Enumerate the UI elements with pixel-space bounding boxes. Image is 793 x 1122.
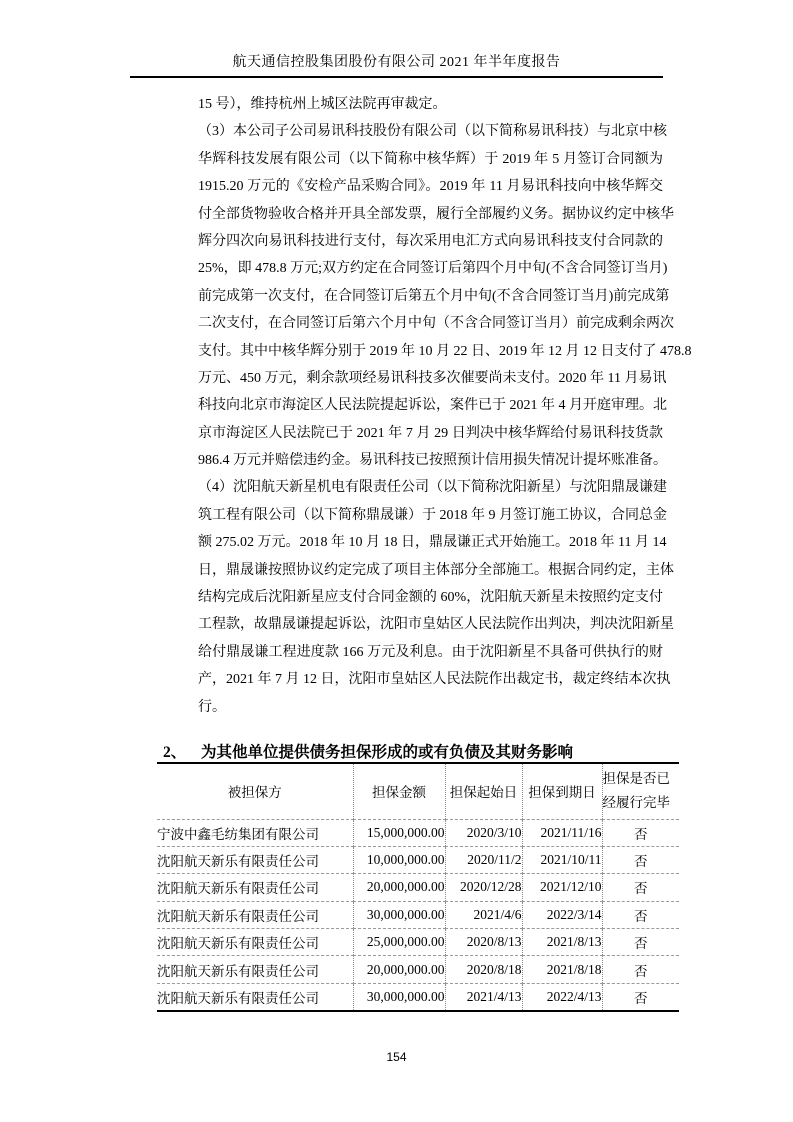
cell-start-date: 2020/8/18: [445, 956, 522, 983]
table-row: [157, 846, 679, 873]
section-heading: [163, 740, 573, 762]
cell-amount: 20,000,000.00: [353, 874, 445, 901]
cell-fulfilled: 否: [602, 929, 679, 956]
text-line: 辉分四次向易讯科技进行支付，每次采用电汇方式向易讯科技支付合同款的: [198, 233, 663, 249]
cell-amount: 30,000,000.00: [353, 901, 445, 928]
cell-guaranteed-party: 宁波中鑫毛纺集团有限公司: [157, 826, 319, 842]
text-line: 京市海淀区人民法院已于 2021 年 7 月 29 日判决中核华辉给付易讯科技货款: [198, 425, 663, 441]
cell-guaranteed-party: 沈阳航天新乐有限责任公司: [157, 963, 319, 979]
cell-start-date: 2021/4/6: [445, 901, 522, 928]
table-row: [157, 874, 679, 901]
text-line: 支付。其中中核华辉分别于 2019 年 10 月 22 日、2019 年 12 月 12 日支付了 478.8: [198, 343, 692, 359]
cell-fulfilled: 否: [602, 983, 679, 1010]
text-line: 二次支付，在合同签订后第六个月中旬（不含合同签订当月）前完成剩余两次: [198, 316, 674, 332]
text-line: 25%，即 478.8 万元;双方约定在合同签订后第四个月中旬(不含合同签订当月): [198, 261, 668, 277]
cell-end-date: 2022/4/13: [522, 983, 602, 1010]
text-line: 额 275.02 万元。2018 年 10 月 18 日，鼎晟谦正式开始施工。2018 年 11 月 14: [198, 535, 667, 551]
cell-fulfilled: 否: [602, 874, 679, 901]
page-number: 154: [386, 1050, 407, 1064]
table-header-row: [157, 763, 679, 819]
body-text: [198, 91, 692, 721]
text-line: 日，鼎晟谦按照协议约定完成了项目主体部分全部施工。根据合同约定，主体: [198, 562, 674, 578]
text-line: 前完成第一次支付，在合同签订后第五个月中旬(不含合同签订当月)前完成第: [198, 288, 670, 304]
cell-guaranteed-party: 沈阳航天新乐有限责任公司: [157, 990, 319, 1006]
text-line: 华辉科技发展有限公司（以下简称中核华辉）于 2019 年 5 月签订合同额为: [198, 151, 663, 167]
cell-start-date: 2020/11/2: [445, 846, 522, 873]
report-title: 航天通信控股集团股份有限公司 2021 年半年度报告: [232, 55, 561, 70]
text-line: （3）本公司子公司易讯科技股份有限公司（以下简称易讯科技）与北京中核: [198, 124, 667, 140]
text-line: 产，2021 年 7 月 12 日，沈阳市皇姑区人民法院作出裁定书，裁定终结本次执: [198, 672, 671, 688]
cell-guaranteed-party: 沈阳航天新乐有限责任公司: [157, 881, 319, 897]
cell-fulfilled: 否: [602, 956, 679, 983]
cell-amount: 10,000,000.00: [353, 846, 445, 873]
text-line: 行。: [198, 699, 226, 715]
cell-guaranteed-party: 沈阳航天新乐有限责任公司: [157, 908, 319, 924]
cell-fulfilled: 否: [602, 819, 679, 846]
cell-end-date: 2021/12/10: [522, 874, 602, 901]
column-header-start-date: 担保起始日: [445, 763, 522, 819]
text-line: 付全部货物验收合格并开具全部发票，履行全部履约义务。据协议约定中核华: [198, 206, 674, 222]
cell-amount: 25,000,000.00: [353, 929, 445, 956]
section-title: 为其他单位提供债务担保形成的或有负债及其财务影响: [201, 744, 574, 761]
column-header-guarantee-amount: 担保金额: [353, 763, 445, 819]
text-line: 结构完成后沈阳新星应支付合同金额的 60%，沈阳航天新星未按照约定支付: [198, 590, 663, 606]
cell-start-date: 2020/8/13: [445, 929, 522, 956]
cell-fulfilled: 否: [602, 901, 679, 928]
cell-fulfilled: 否: [602, 846, 679, 873]
cell-start-date: 2020/3/10: [445, 819, 522, 846]
column-header-end-date: 担保到期日: [522, 763, 602, 819]
cell-end-date: 2021/10/11: [522, 846, 602, 873]
cell-end-date: 2022/3/14: [522, 901, 602, 928]
cell-guaranteed-party: 沈阳航天新乐有限责任公司: [157, 936, 319, 952]
cell-end-date: 2021/8/13: [522, 929, 602, 956]
table-row: [157, 983, 679, 1010]
cell-amount: 20,000,000.00: [353, 956, 445, 983]
cell-amount: 15,000,000.00: [353, 819, 445, 846]
text-line: 工程款，故鼎晟谦提起诉讼，沈阳市皇姑区人民法院作出判决，判决沈阳新星: [198, 617, 674, 633]
guarantee-table: [157, 762, 679, 1012]
cell-end-date: 2021/8/18: [522, 956, 602, 983]
column-header-fulfilled: 担保是否已经履行完毕: [602, 763, 679, 819]
text-line: 986.4 万元并赔偿违约金。易讯科技已按照预计信用损失情况计提坏账准备。: [198, 453, 667, 469]
text-line: 1915.20 万元的《安检产品采购合同》。2019 年 11 月易讯科技向中核华辉交: [198, 179, 663, 195]
table-row: [157, 956, 679, 983]
cell-start-date: 2020/12/28: [445, 874, 522, 901]
cell-end-date: 2021/11/16: [522, 819, 602, 846]
table-row: [157, 901, 679, 928]
text-line: 科技向北京市海淀区人民法院提起诉讼，案件已于 2021 年 4 月开庭审理。北: [198, 398, 667, 414]
text-line: 15 号），维持杭州上城区法院再审裁定。: [198, 97, 447, 112]
column-header-guaranteed-party: 被担保方: [227, 785, 282, 801]
table-row: [157, 819, 679, 846]
table-row: [157, 929, 679, 956]
text-line: （4）沈阳航天新星机电有限责任公司（以下简称沈阳新星）与沈阳鼎晟谦建: [198, 480, 667, 496]
header-rule: [130, 76, 663, 78]
text-line: 万元、450 万元，剩余款项经易讯科技多次催要尚未支付。2020 年 11 月易讯: [198, 370, 667, 386]
text-line: 给付鼎晟谦工程进度款 166 万元及利息。由于沈阳新星不具备可供执行的财: [198, 644, 663, 660]
text-line: 筑工程有限公司（以下简称鼎晟谦）于 2018 年 9 月签订施工协议，合同总金: [198, 507, 667, 523]
section-number: 2、: [163, 744, 187, 761]
cell-amount: 30,000,000.00: [353, 983, 445, 1010]
cell-guaranteed-party: 沈阳航天新乐有限责任公司: [157, 854, 319, 870]
cell-start-date: 2021/4/13: [445, 983, 522, 1010]
